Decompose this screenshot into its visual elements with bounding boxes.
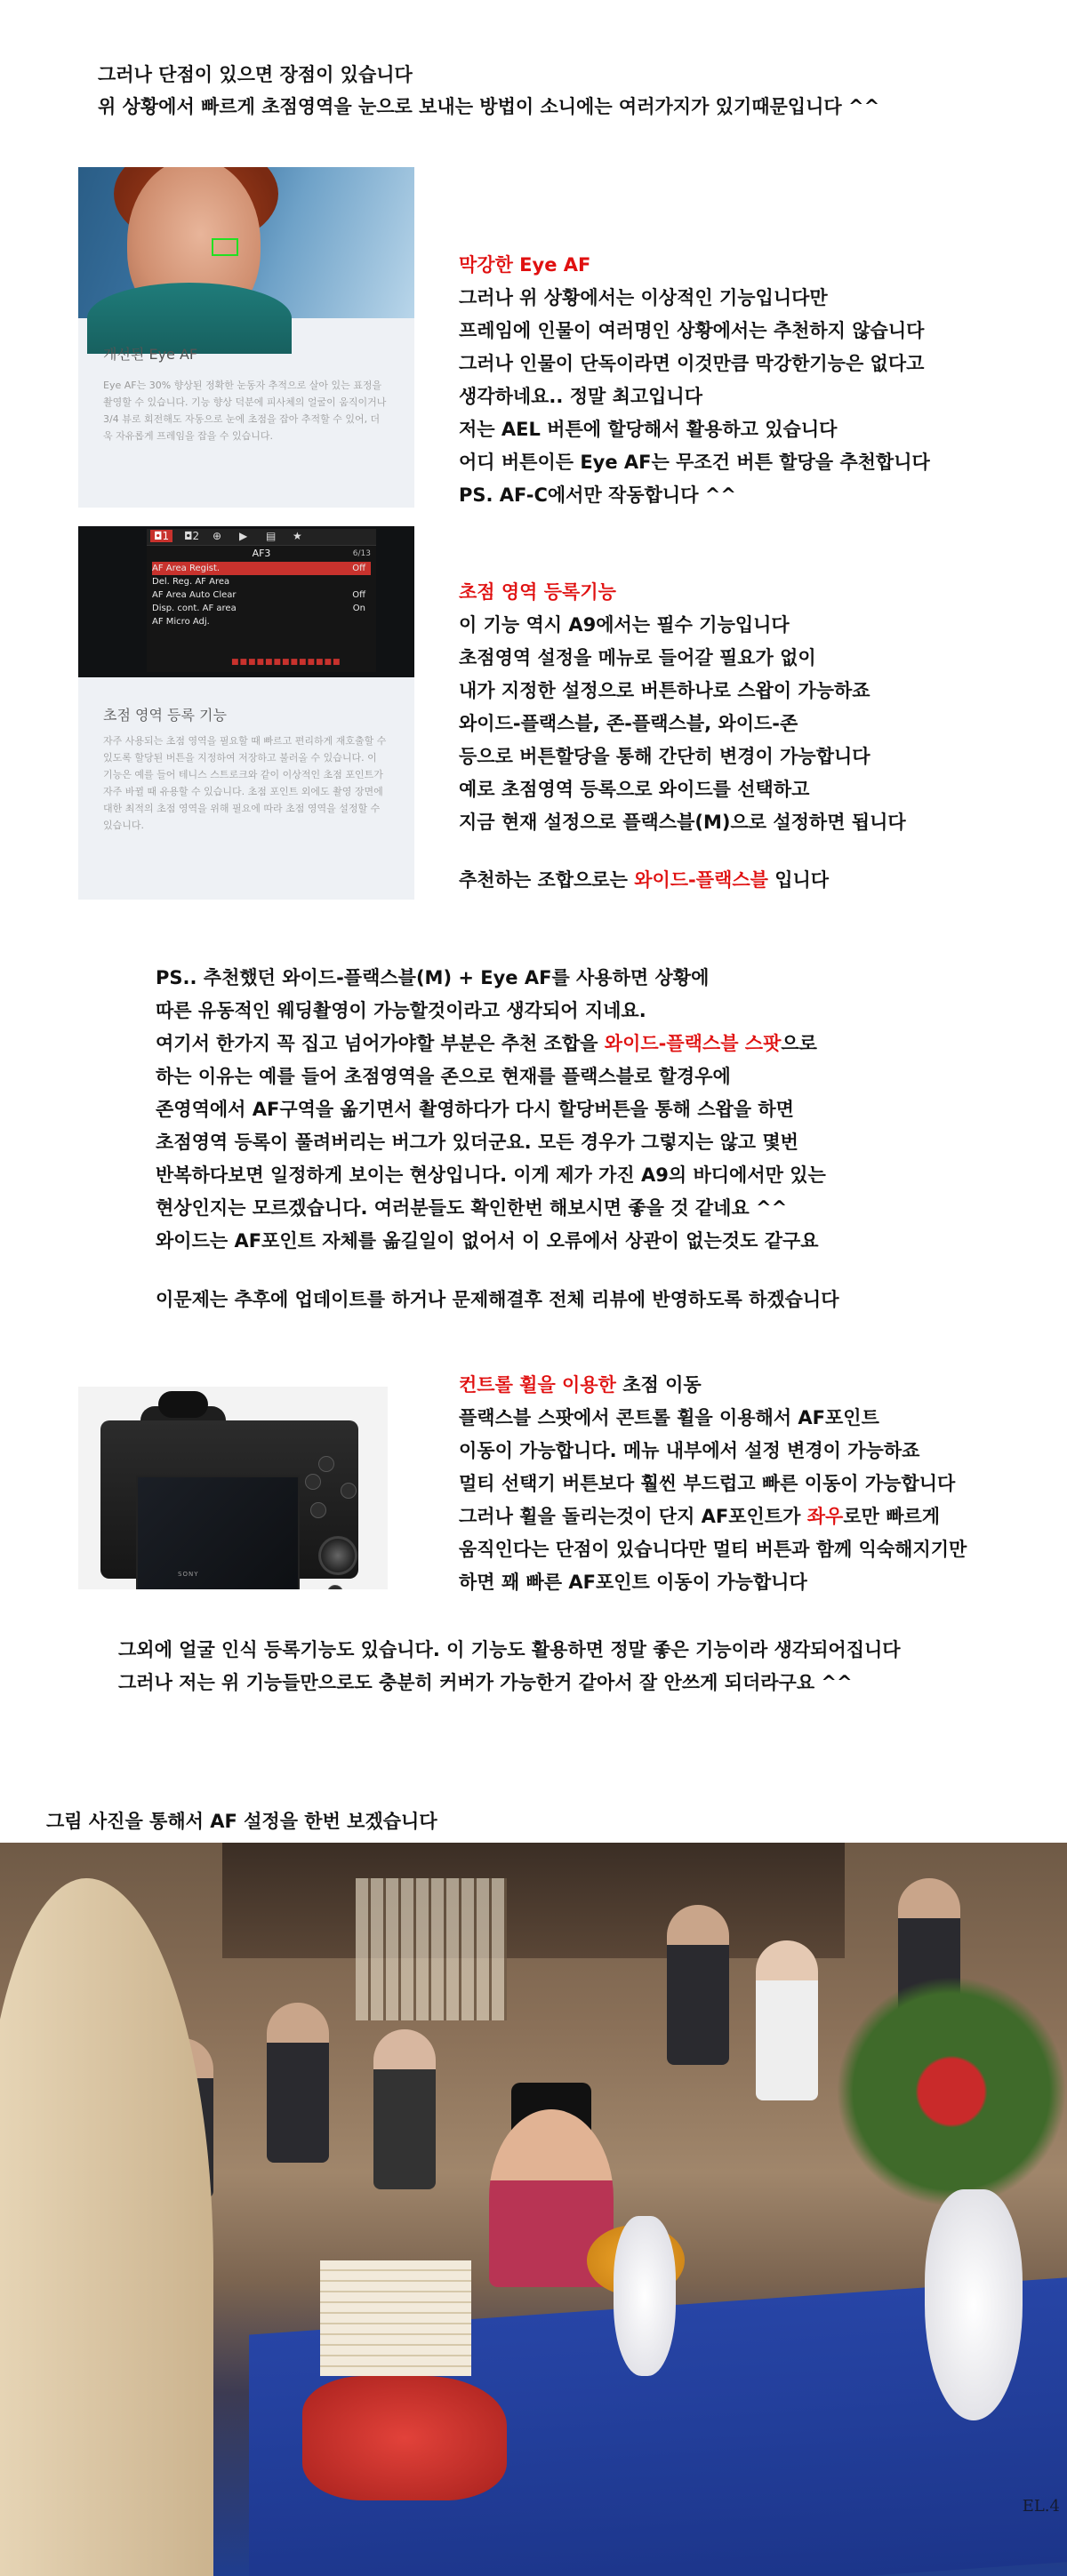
register-line: 등으로 버튼할당을 통해 간단히 변경이 가능합니다 bbox=[459, 746, 870, 767]
eye-af-card-body: Eye AF는 30% 향상된 정확한 눈동자 추적으로 살아 있는 표정을 촬영할 수 있습니다. 기능 향상 덕분에 피사체의 얼굴이 움직이거나 3/4 뷰로 회전해도 자동으로 눈에 초점을 잡아 추적할 수 있어, 더욱 자유롭게 프레임을 잡을 수 있습니다. bbox=[103, 380, 387, 442]
register-line: 지금 현재 설정으로 플랙스블(M)으로 설정하면 됩니다 bbox=[459, 812, 906, 833]
register-line: 이 기능 역시 A9에서는 필수 기능입니다 bbox=[459, 614, 790, 636]
wheel-line: 멀티 선택기 버튼보다 훨씬 부드럽고 빠른 이동이 가능합니다 bbox=[459, 1473, 956, 1494]
camera-photo bbox=[78, 1387, 388, 1589]
viewfinder-icon bbox=[158, 1391, 208, 1418]
intro-line-2: 위 상황에서 빠르게 초점영역을 눈으로 보내는 방법이 소니에는 여러가지가 있기때문입니다 ^^ bbox=[98, 96, 880, 117]
eye-af-line: 저는 AEL 버튼에 할당해서 활용하고 있습니다 bbox=[459, 419, 838, 440]
ps-line: 와이드는 AF포인트 자체를 옮길일이 없어서 이 오류에서 상관이 없는것도 같구요 bbox=[156, 1230, 819, 1252]
photo-caption: 그림 사진을 통해서 AF 설정을 한번 보겠습니다 bbox=[46, 1811, 437, 1832]
eye-af-line: PS. AF-C에서만 작동합니다 ^^ bbox=[459, 484, 736, 506]
camera2-tab-icon: ◘2 bbox=[184, 530, 200, 542]
wheel-line: 그러나 휠을 돌리는것이 단지 AF포인트가 좌우로만 빠르게 bbox=[459, 1506, 941, 1527]
control-wheel-icon bbox=[318, 1536, 357, 1575]
ps-line: 초점영역 등록이 풀려버리는 버그가 있더군요. 모든 경우가 그렇지는 않고 몇번 bbox=[156, 1132, 798, 1153]
focus-register-card-body: 자주 사용되는 초점 영역을 필요할 때 빠르고 편리하게 재호출할 수 있도록 할당된 버튼을 지정하여 저장하고 불러올 수 있습니다. 이 기능은 예를 들어 테니스 스트로크와 같이 이상적인 초점 포인트가 자주 바뀔 때 유용할 수 있습니다. 초점 포인트 외에도 촬영 장면에 대한 최적의 초점 영역을 위해 필요에 따라 초점 영역을 설정할 수 있습니다. bbox=[103, 735, 387, 831]
camera-menu-screenshot bbox=[78, 526, 414, 677]
register-recommendation: 추천하는 조합으로는 와이드-플랙스블 입니다 bbox=[459, 869, 830, 891]
wheel-line: 플랙스블 스팟에서 콘트롤 휠을 이용해서 AF포인트 bbox=[459, 1407, 879, 1428]
wheel-line: 움직인다는 단점이 있습니다만 멀티 버튼과 함께 익숙해지기만 bbox=[459, 1539, 967, 1560]
eye-af-photo bbox=[78, 167, 414, 318]
playback-tab-icon: ▶ bbox=[239, 530, 248, 542]
star-tab-icon: ★ bbox=[293, 530, 302, 542]
intro-line-1: 그러나 단점이 있으면 장점이 있습니다 bbox=[98, 64, 413, 85]
eye-af-line: 그러나 위 상황에서는 이상적인 기능입니다만 bbox=[459, 287, 828, 308]
ps-line: 따른 유동적인 웨딩촬영이 가능할것이라고 생각되어 지네요. bbox=[156, 1000, 646, 1021]
ceremony-photo bbox=[0, 1843, 1067, 2576]
ps-line: PS.. 추천했던 와이드-플랙스블(M) + Eye AF를 사용하면 상황에 bbox=[156, 967, 710, 988]
menu-item: AF Area Regist. Off bbox=[152, 562, 371, 575]
eye-af-line: 프레임에 인물이 여러명인 상황에서는 추천하지 않습니다 bbox=[459, 320, 925, 341]
focus-register-card bbox=[78, 526, 414, 900]
ps-line: 이문제는 추후에 업데이트를 하거나 문제해결후 전체 리뷰에 반영하도록 하겠습니다 bbox=[156, 1289, 839, 1310]
menu-page-indicator: 6/13 bbox=[352, 549, 371, 558]
wheel-line: 이동이 가능합니다. 메뉴 내부에서 설정 변경이 가능하죠 bbox=[459, 1440, 920, 1461]
menu-header: AF3 bbox=[252, 548, 271, 559]
register-line: 내가 지정한 설정으로 버튼하나로 스왑이 가능하죠 bbox=[459, 680, 870, 701]
camera-logo: SONY bbox=[178, 1571, 199, 1578]
camera-tab-icon: ◘1 bbox=[150, 530, 172, 542]
ps-line: 여기서 한가지 꼭 집고 넘어가야할 부분은 추천 조합을 와이드-플랙스블 스팟으로 bbox=[156, 1033, 817, 1054]
ps-line: 하는 이유는 예를 들어 초점영역을 존으로 현재를 플랙스블로 할경우에 bbox=[156, 1066, 731, 1087]
eye-af-card-title: 개선된 Eye AF bbox=[103, 346, 198, 363]
menu-item: AF Micro Adj. bbox=[152, 617, 210, 627]
menu-panel bbox=[147, 546, 376, 672]
eye-af-line: 생각하네요.. 정말 최고입니다 bbox=[459, 386, 703, 407]
outro-line-1: 그외에 얼굴 인식 등록기능도 있습니다. 이 기능도 활용하면 정말 좋은 기능이라 생각되어집니다 bbox=[118, 1639, 901, 1660]
corner-mark: EL.4 bbox=[1022, 2497, 1060, 2516]
focus-register-card-title: 초점 영역 등록 기능 bbox=[103, 707, 227, 724]
ps-line: 존영역에서 AF구역을 옮기면서 촬영하다가 다시 할당버튼을 통해 스왑을 하면 bbox=[156, 1099, 794, 1120]
eye-af-card bbox=[78, 167, 414, 508]
camera-lcd bbox=[136, 1476, 300, 1589]
ps-line: 반복하다보면 일정하게 보이는 현상입니다. 이게 제가 가진 A9의 바디에서만 있는 bbox=[156, 1164, 826, 1186]
eye-af-line: 어디 버튼이든 Eye AF는 무조건 버튼 할당을 추천합니다 bbox=[459, 452, 930, 473]
register-heading: 초점 영역 등록기능 bbox=[459, 581, 616, 603]
register-line: 와이드-플랙스블, 존-플랙스블, 와이드-존 bbox=[459, 713, 798, 734]
eye-af-heading: 막강한 Eye AF bbox=[459, 254, 591, 276]
register-line: 예로 초점영역 등록으로 와이드를 선택하고 bbox=[459, 779, 810, 800]
menu-item: Disp. cont. AF area On bbox=[152, 604, 365, 613]
menu-page-dots: ■■■■■■■■■■■■■ bbox=[231, 658, 341, 667]
menu-item: Del. Reg. AF Area bbox=[152, 577, 230, 587]
ps-line: 현상인지는 모르겠습니다. 여러분들도 확인한번 해보시면 좋을 것 같네요 ^^ bbox=[156, 1197, 788, 1219]
menu-item: AF Area Auto Clear Off bbox=[152, 590, 365, 600]
wheel-line: 하면 꽤 빠른 AF포인트 이동이 가능합니다 bbox=[459, 1572, 807, 1593]
eye-af-line: 그러나 인물이 단독이라면 이것만큼 막강한기능은 없다고 bbox=[459, 353, 925, 374]
menu-tab-bar bbox=[147, 529, 376, 546]
eye-focus-frame-icon bbox=[212, 238, 238, 256]
register-line: 초점영역 설정을 메뉴로 들어갈 필요가 없이 bbox=[459, 647, 816, 668]
outro-line-2: 그러나 저는 위 기능들만으로도 충분히 커버가 가능한거 같아서 잘 안쓰게 되더라구요 ^^ bbox=[118, 1672, 853, 1693]
network-tab-icon: ⊕ bbox=[213, 530, 222, 542]
setup-tab-icon: ▤ bbox=[266, 530, 277, 542]
wheel-heading: 컨트롤 휠을 이용한 초점 이동 bbox=[459, 1374, 702, 1396]
